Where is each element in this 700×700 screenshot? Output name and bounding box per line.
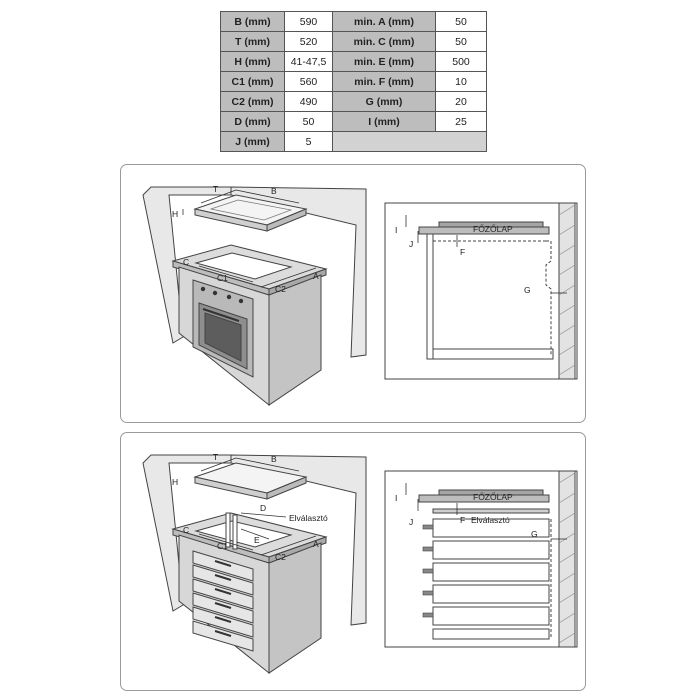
table-cell: 50 [436, 12, 487, 32]
table-row [221, 32, 487, 52]
label-d: D [260, 503, 267, 513]
table-row [221, 72, 487, 92]
label-h: H [172, 477, 179, 487]
spec-table [220, 11, 487, 152]
table-cell: 25 [436, 112, 487, 132]
table-cell: T (mm) [221, 32, 285, 52]
table-cell: C2 (mm) [221, 92, 285, 112]
label-c2: C2 [275, 284, 286, 294]
table-row [221, 52, 487, 72]
label-a: A [313, 271, 319, 281]
table-cell: 560 [285, 72, 333, 92]
table-row [221, 92, 487, 112]
table-cell: H (mm) [221, 52, 285, 72]
label-i: I [395, 493, 398, 503]
table-cell: 5 [285, 132, 333, 152]
label-b: B [271, 186, 277, 196]
label-g: G [531, 529, 538, 539]
label-i: I [395, 225, 398, 235]
label-a: A [313, 539, 319, 549]
table-cell: 10 [436, 72, 487, 92]
table-cell: C1 (mm) [221, 72, 285, 92]
drawer-installation-diagram [121, 433, 585, 690]
hob-label: FŐZŐLAP [473, 492, 513, 502]
label-t: T [213, 452, 219, 462]
label-f: F [460, 515, 466, 525]
label-t: T [213, 184, 219, 194]
table-cell: 20 [436, 92, 487, 112]
table-cell: I (mm) [333, 112, 436, 132]
table-row [221, 12, 487, 32]
table-cell: 490 [285, 92, 333, 112]
table-row [221, 112, 487, 132]
table-cell: min. E (mm) [333, 52, 436, 72]
table-cell: min. A (mm) [333, 12, 436, 32]
table-cell: 41-47,5 [285, 52, 333, 72]
label-j: J [409, 517, 414, 527]
table-cell: B (mm) [221, 12, 285, 32]
table-cell: min. C (mm) [333, 32, 436, 52]
label-h: H [172, 209, 179, 219]
label-f: F [460, 247, 466, 257]
table-cell: J (mm) [221, 132, 285, 152]
label-g: G [524, 285, 531, 295]
table-cell: 50 [285, 112, 333, 132]
oven-installation-diagram [121, 165, 585, 422]
label-c: C [183, 257, 190, 267]
table-cell-empty [333, 132, 487, 152]
table-cell: min. F (mm) [333, 72, 436, 92]
divider-label-section: Elválasztó [471, 515, 510, 525]
label-c1: C1 [217, 273, 228, 283]
table-cell: 50 [436, 32, 487, 52]
table-cell: 520 [285, 32, 333, 52]
label-c: C [183, 525, 190, 535]
table-cell: D (mm) [221, 112, 285, 132]
table-cell: 500 [436, 52, 487, 72]
hob-label: FŐZŐLAP [473, 224, 513, 234]
label-c1: C1 [217, 541, 228, 551]
panel-oven-installation [120, 164, 586, 423]
panel-drawer-installation [120, 432, 586, 691]
divider-label: Elválasztó [289, 513, 328, 523]
label-j: J [409, 239, 414, 249]
table-row [221, 132, 487, 152]
label-e: E [254, 535, 260, 545]
table-cell: 590 [285, 12, 333, 32]
table-cell: G (mm) [333, 92, 436, 112]
label-b: B [271, 454, 277, 464]
label-c2: C2 [275, 552, 286, 562]
